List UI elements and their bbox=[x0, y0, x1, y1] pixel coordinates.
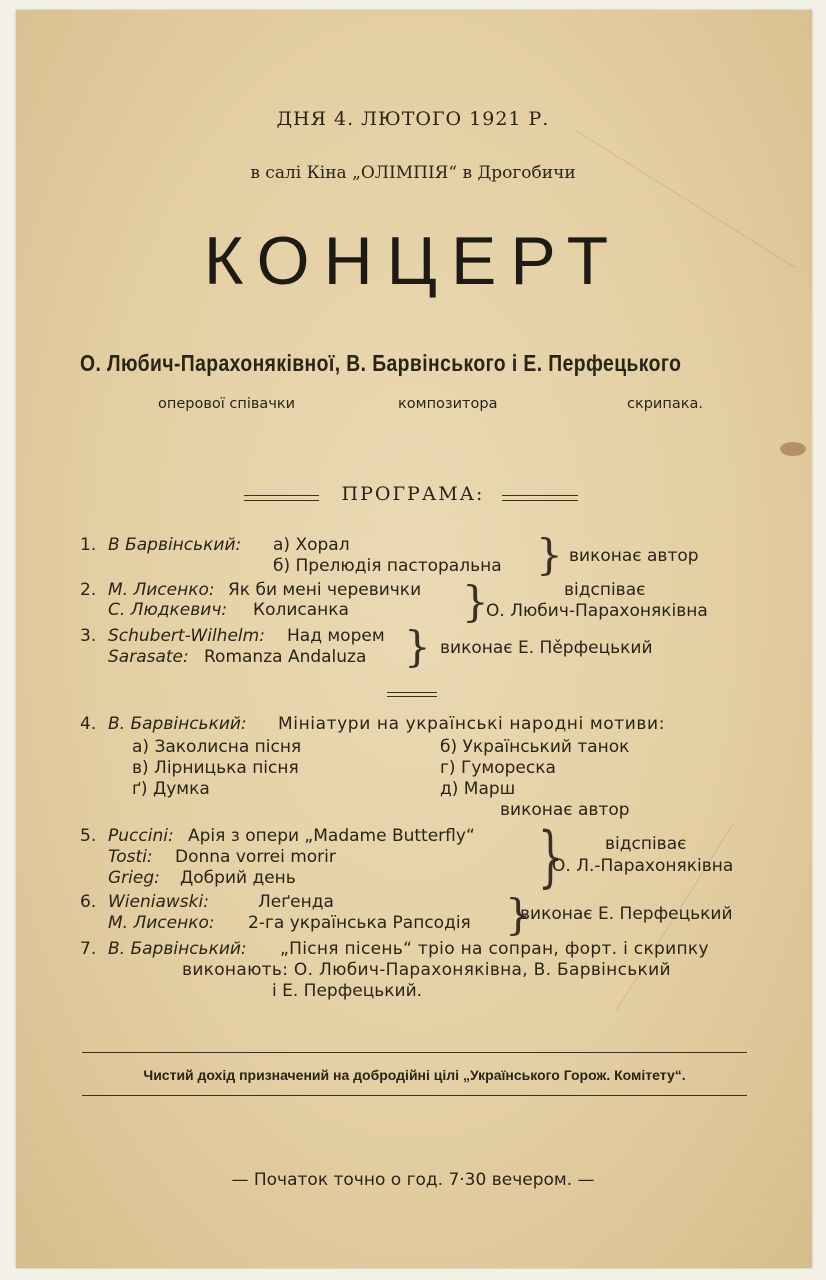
heading-rule-right bbox=[502, 495, 578, 501]
item5-composer-1: Puccini: bbox=[108, 826, 174, 846]
item1-work-b: б) Прелюдія пасторальна bbox=[273, 556, 502, 576]
item7-work: „Пісня пісень“ тріо на сопран, форт. і скрипку bbox=[280, 939, 709, 959]
program-heading: ПРОГРАМА: bbox=[341, 483, 485, 505]
item4-miniature: в) Лірницька пісня bbox=[132, 758, 299, 778]
item3-performer: виконає Е. Пěрфецький bbox=[440, 638, 653, 658]
item2-work-1: Як би мені черевички bbox=[228, 580, 422, 600]
item7-performers-end: і Е. Перфецький. bbox=[272, 981, 423, 1001]
role-violinist: скрипака. bbox=[627, 396, 703, 412]
item4-miniature: б) Український танок bbox=[440, 737, 630, 757]
item-number: 5. bbox=[80, 826, 97, 846]
item5-performer: О. Л.-Парахоняківна bbox=[552, 856, 734, 876]
item6-work-2: 2-га українська Рапсодія bbox=[248, 913, 471, 933]
footer-rule-top bbox=[82, 1052, 747, 1053]
item5-performer-verb: відспіває bbox=[605, 834, 687, 854]
brace: } bbox=[404, 622, 431, 671]
paper-stain bbox=[780, 442, 806, 456]
item6-work-1: Леґенда bbox=[258, 892, 334, 912]
item4-composer: В. Барвінський: bbox=[108, 714, 247, 734]
item4-performer: виконає автор bbox=[500, 800, 630, 820]
item5-work-2: Donna vorrei morir bbox=[175, 847, 336, 867]
item-number: 3. bbox=[80, 626, 97, 646]
item3-work-2: Romanza Andaluza bbox=[204, 647, 367, 667]
item-number: 7. bbox=[80, 939, 97, 959]
item6-composer-1: Wieniawski: bbox=[108, 892, 209, 912]
item4-miniature: а) Заколисна пісня bbox=[132, 737, 302, 757]
concert-date: ДНЯ 4. ЛЮТОГО 1921 Р. bbox=[276, 108, 550, 130]
start-time: — Початок точно о год. 7·30 вечером. — bbox=[231, 1170, 595, 1190]
item7-composer: В. Барвінський: bbox=[108, 939, 247, 959]
item5-composer-3: Grieg: bbox=[108, 868, 160, 888]
item1-composer: В Барвінський: bbox=[108, 535, 242, 555]
brace: } bbox=[536, 530, 563, 579]
item-number: 4. bbox=[80, 714, 97, 734]
item3-composer-1: Schubert-Wilhelm: bbox=[108, 626, 265, 646]
brace: } bbox=[505, 890, 532, 939]
item2-performer: О. Любич-Парахоняківна bbox=[486, 601, 708, 621]
item-number: 2. bbox=[80, 580, 97, 600]
concert-venue: в салі Кіна „ОЛІМПІЯ“ в Дрогобичи bbox=[250, 163, 576, 183]
item3-work-1: Над морем bbox=[287, 626, 385, 646]
item-number: 6. bbox=[80, 892, 97, 912]
brace: } bbox=[462, 577, 489, 626]
page-title: КОНЦЕРТ bbox=[203, 223, 623, 299]
role-composer: композитора bbox=[398, 396, 498, 412]
role-singer: оперової співачки bbox=[158, 396, 296, 412]
item6-composer-2: М. Лисенко: bbox=[108, 913, 215, 933]
performers-line: О. Любич-Парахоняківної, В. Барвінського і Е. Перфецького bbox=[80, 350, 682, 376]
item4-miniature: д) Марш bbox=[440, 779, 516, 799]
item2-composer-1: М. Лисенко: bbox=[108, 580, 215, 600]
footer-rule-bottom bbox=[82, 1095, 747, 1096]
brace: } bbox=[538, 818, 564, 895]
item1-work-a: а) Хорал bbox=[273, 535, 350, 555]
item2-performer-verb: відспіває bbox=[564, 580, 646, 600]
item4-title: Мініатури на українські народні мотиви: bbox=[278, 714, 666, 734]
charity-note: Чистий дохід призначений на добродійні цілі „Українського Горож. Комітету“. bbox=[143, 1067, 686, 1083]
item6-performer: виконає Е. Перфецький bbox=[520, 904, 733, 924]
item5-composer-2: Tosti: bbox=[108, 847, 153, 867]
item7-performers: виконають: О. Любич-Парахоняківна, В. Барвінський bbox=[182, 960, 671, 980]
item5-work-1: Арія з опери „Madame Butterfly“ bbox=[188, 826, 475, 846]
item4-miniature: ґ) Думка bbox=[132, 779, 210, 799]
item4-miniature: г) Гуморeска bbox=[440, 758, 556, 778]
item3-composer-2: Sarasate: bbox=[108, 647, 189, 667]
section-separator bbox=[387, 692, 437, 697]
item1-performer: виконає автор bbox=[569, 546, 699, 566]
item2-work-2: Колисанка bbox=[253, 600, 349, 620]
item-number: 1. bbox=[80, 535, 97, 555]
item2-composer-2: С. Людкевич: bbox=[108, 600, 228, 620]
item5-work-3: Добрий день bbox=[180, 868, 296, 888]
